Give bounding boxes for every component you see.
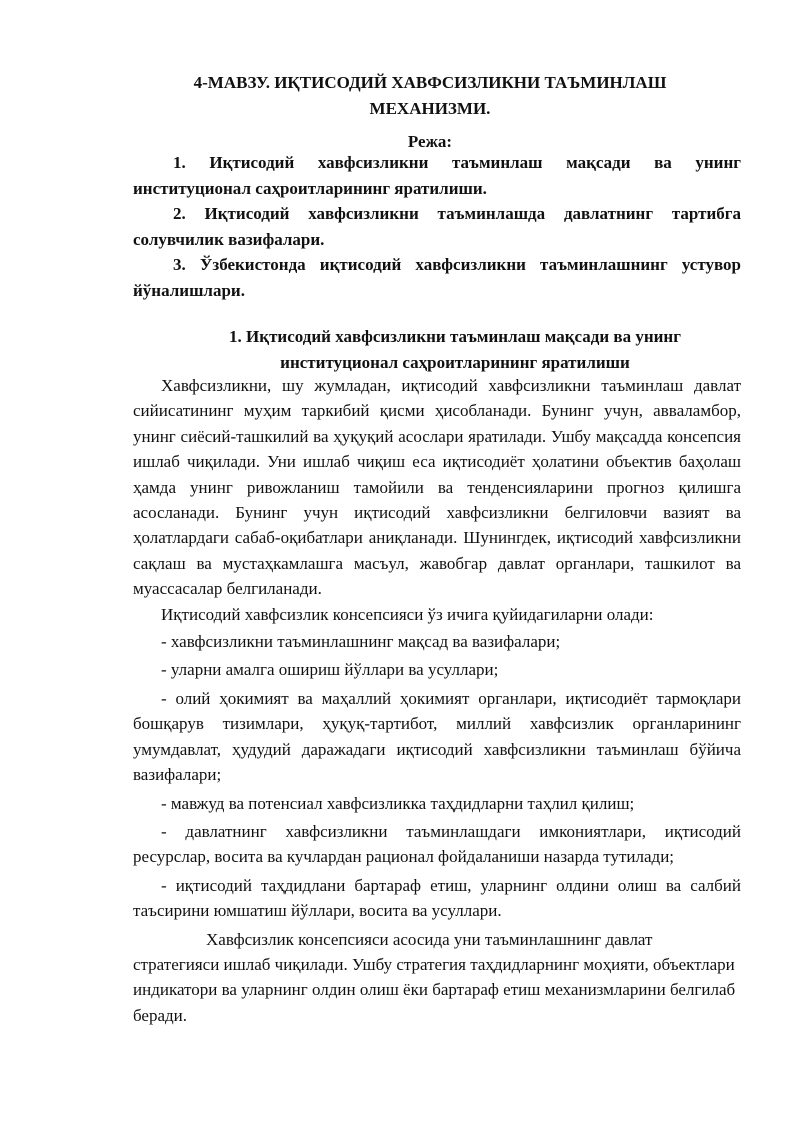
paragraph-2: Иқтисодий хавфсизлик консепсияси ўз ичига қуйидагиларни олади: <box>161 604 654 624</box>
list-item-6: - иқтисодий таҳдидлани бартараф етиш, уларнинг олдини олиш ва салбий таъсирини юмшатиш йўллари, восита ва усуллари. <box>133 875 741 921</box>
list-item-1: - хавфсизликни таъминлашнинг мақсад ва вазифалари; <box>161 632 561 652</box>
title-line-2: МЕХАНИЗМИ. <box>369 99 491 118</box>
section-heading-line-2: институционал саҳроитларининг яратилиши <box>280 353 630 372</box>
list-item-2: - уларни амалга ошириш йўллари ва усуллари; <box>161 660 499 680</box>
section-heading <box>150 324 760 376</box>
document-title <box>120 70 740 122</box>
list-item-3: - олий ҳокимият ва маҳаллий ҳокимият органлари, иқтисодиёт тармоқлари бошқарув тизимлари, ҳуқуқ-тартибот, миллий хавфсизлик органларининг умумдавлат, ҳудудий даражадаги иқтисодий хавфсизликни таъминлаш бўйича вазифалари; <box>133 688 741 785</box>
plan-item-2: 2. Иқтисодий хавфсизликни таъминлашда давлатнинг тартибга солувчилик вазифалари. <box>133 204 741 249</box>
paragraph-1: Хавфсизликни, шу жумладан, иқтисодий хавфсизликни таъминлаш давлат сийисатининг муҳим таркибий қисми ҳисобланади. Бунинг учун, аввaламбор, унинг сиёсий-ташкилий ва ҳуқуқий асослари яратилади. Ушбу мақсадда консепсия ишлаб чиқилади. Уни ишлаб чиқиш еса иқтисодиёт ҳолатини объектив баҳолаш ҳамда унинг ривожланиш тамойили ва тенденсияларини прогноз қилишга асосланади. Бунинг учун иқтисодий хавфсизликни белгиловчи вазият ва ҳолатлардаги сабаб-оқибатлари аниқланади. Шунингдек, иқтисодий хавфсизликни сақлаш ва мустаҳкамлашга масъул, жавобгар давлат органлари, ташкилот ва муассасалар белгиланади. <box>133 376 741 599</box>
plan-item-3: 3. Ўзбекистонда иқтисодий хавфсизликни таъминлашнинг устувор йўналишлари. <box>133 255 741 300</box>
plan-heading: Режа: <box>407 132 453 151</box>
title-line-1: 4-МАВЗУ. ИҚТИСОДИЙ ХАВФСИЗЛИКНИ ТАЪМИНЛАШ <box>193 73 667 92</box>
closing-paragraph: Хавфсизлик консепсияси асосида уни таъминлашнинг давлат стратегияси ишлаб чиқилади. Ушбу стратегия таҳдидларнинг моҳияти, объектлари индикатори ва уларнинг олдин олиш ёки бартараф етиш механизмларини белгилаб беради. <box>133 929 736 1025</box>
plan-list <box>133 150 741 303</box>
section-heading-line-1: 1. Иқтисодий хавфсизликни таъминлаш мақсади ва унинг <box>229 327 681 346</box>
list-item-5: - давлатнинг хавфсизликни таъминлашдаги имкониятлари, иқтисодий ресурслар, восита ва кучлардан рационал фойдаланиши назарда тутилади; <box>133 821 741 867</box>
document-body <box>133 373 741 1028</box>
list-item-4: - мавжуд ва потенсиал хавфсизликка таҳдидларни таҳлил қилиш; <box>161 793 635 813</box>
plan-item-1: 1. Иқтисодий хавфсизликни таъминлаш мақсади ва унинг институционал саҳроитларининг яратилиши. <box>133 153 741 198</box>
